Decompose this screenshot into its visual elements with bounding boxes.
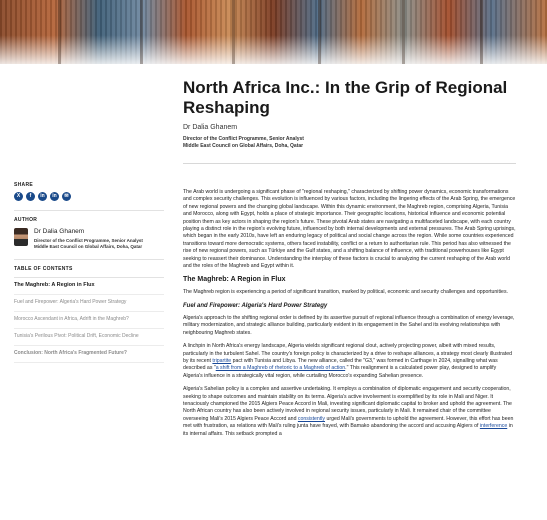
- share-buttons: [14, 192, 164, 201]
- toc-item-maghreb[interactable]: The Maghreb: A Region in Flux: [14, 278, 164, 295]
- hero-banner-image: [0, 0, 547, 64]
- page-title: North Africa Inc.: In the Grip of Regional Reshaping: [183, 78, 508, 117]
- author-label: AUTHOR: [14, 217, 38, 223]
- link-interference[interactable]: interference: [479, 423, 508, 430]
- share-label: SHARE: [14, 182, 34, 188]
- text: ." This realignment is a calculated power play, designed to amplify Algeria's influence in a strategically vital region, while curtailing Morocco's expanding Sahelian presence.: [183, 365, 497, 379]
- byline-affiliation: [183, 136, 523, 150]
- link-maghreb-of-action[interactable]: a shift from a Maghreb of rhetoric to a Maghreb of action: [215, 365, 346, 372]
- paragraph-intro: The Arab world is undergoing a significant phase of "regional reshaping," characterized by shifting power dynamics, economic transformations and complex security challenges. This evolution is influenced by various factors, including the lingering effects of the Arab Spring, the emergence of new regional powers and the changing global landscape. Within this dynamic environment, the Maghreb region, comprising Algeria, Tunisia and Morocco, along with Egypt, holds a place of strategic importance. Their geographic locations, historical influence and economic potential position them as key actors in shaping the region's future. These pivotal Arab states are navigating a multifaceted landscape, with each country playing a distinct role in the region's evolving future, influenced by both internal developments and external pressures. The Arab Spring uprisings, which began in the early 2010s, have left an enduring legacy of political and social change across the region. While some countries experienced transitions toward more democratic systems, others faced instability, conflict or a return to authoritarian rule. This period has also witnessed the rise of new regional powers, such as Türkiye and the Gulf states, and a shifting balance of influence, with traditional powerhouses like Egypt seeking to reassert their dominance. Understanding the interplay of these factors is crucial to analyzing the current reshaping of the Arab world and the roles of the Maghreb and Egypt within it.: [183, 189, 516, 270]
- section-heading-maghreb: The Maghreb: A Region in Flux: [183, 276, 286, 284]
- paragraph-maghreb: The Maghreb region is experiencing a period of significant transition, marked by political, economic and security challenges and opportunities.: [183, 289, 508, 296]
- paragraph-algeria-approach: Algeria's approach to the shifting regional order is defined by its assertive pursuit of regional influence through a combination of energy leverage, military modernization, and strategic alliance building, particularly evident in its engagement in the Sahel and its evolving relationships with neighbouring Maghreb states.: [183, 314, 515, 336]
- sidebar: [14, 182, 164, 363]
- sidebar-divider: [14, 210, 164, 211]
- author-org: Middle East Council on Global Affairs, Doha, Qatar: [34, 244, 143, 249]
- article-body: [183, 189, 516, 444]
- text: Algeria's Sahelian policy is a complex and assertive undertaking. It employs a combination of diplomatic engagement and security cooperation, seeking to shape outcomes and maintain stability on its terms. Algeria's active involvement is exemplified by its role in Mali and Niger. It tenaciously championed the 2015 Algiers Peace Accord in Mali, investing significant diplomatic capital to broker and uphold the agreement. The North African country has also been actively involved in regional security issues, particularly in Mali. It remained chair of the committee overseeing Mali's 2015 Algiers Peace Accord and: [183, 386, 512, 422]
- linkedin-alt-share-icon[interactable]: in: [50, 192, 59, 201]
- author-role: [34, 238, 143, 250]
- subsection-heading-algeria: Fuel and Firepower: Algeria's Hard Power Strategy: [183, 302, 328, 309]
- byline-author[interactable]: Dr Dalia Ghanem: [183, 124, 238, 131]
- text: A linchpin in North Africa's energy landscape, Algeria wields significant regional clout, actively projecting power, albeit with mixed results, particularly in the turbulent Sahel. The country's foreign policy is characterized by a drive to reshape alliances, a strategy most clearly illustrated by its recent: [183, 343, 513, 364]
- byline-role: Director of the Conflict Programme, Senior Analyst: [183, 136, 304, 142]
- toc-item-conclusion[interactable]: Conclusion: North Africa's Fragmented Future?: [14, 346, 164, 363]
- facebook-share-icon[interactable]: f: [26, 192, 35, 201]
- article-header: [183, 78, 523, 150]
- header-divider: [183, 163, 516, 164]
- text: in its internal affairs. This setback prompted a: [183, 423, 513, 437]
- avatar: [14, 228, 28, 246]
- linkedin-share-icon[interactable]: in: [38, 192, 47, 201]
- author-card[interactable]: [14, 228, 164, 250]
- sidebar-divider: [14, 259, 164, 260]
- toc-label: TABLE OF CONTENTS: [14, 266, 73, 272]
- paragraph-algeria-sahel: [183, 386, 516, 438]
- link-tripartite[interactable]: tripartite: [212, 357, 232, 364]
- toc-item-morocco[interactable]: Morocco Ascendant in Africa, Adrift in the Maghreb?: [14, 312, 164, 329]
- toc-item-tunisia[interactable]: Tunisia's Perilous Pivot: Political Drift, Economic Decline: [14, 329, 164, 346]
- paragraph-algeria-energy: [183, 343, 516, 380]
- text: pact with Tunisia and Libya. The new alliance, called the "G3," was formed in Carthage in 2024, signalling what was described as ": [183, 357, 498, 372]
- author-name[interactable]: Dr Dalia Ghanem: [34, 228, 85, 235]
- byline-org: Middle East Council on Global Affairs, Doha, Qatar: [183, 143, 304, 149]
- x-share-icon[interactable]: X: [14, 192, 23, 201]
- text: urged Mali's governments to uphold the agreement. However, this effort has been met with frustration, as relations with Mali's ruling junta have frayed, with Bamako abandoning the accord and accusing Algiers of: [183, 415, 514, 430]
- email-share-icon[interactable]: ✉: [62, 192, 71, 201]
- toc-item-algeria[interactable]: Fuel and Firepower: Algeria's Hard Power Strategy: [14, 295, 164, 312]
- link-consistently[interactable]: consistently: [297, 415, 326, 422]
- author-title: Director of the Conflict Programme, Senior Analyst: [34, 238, 143, 243]
